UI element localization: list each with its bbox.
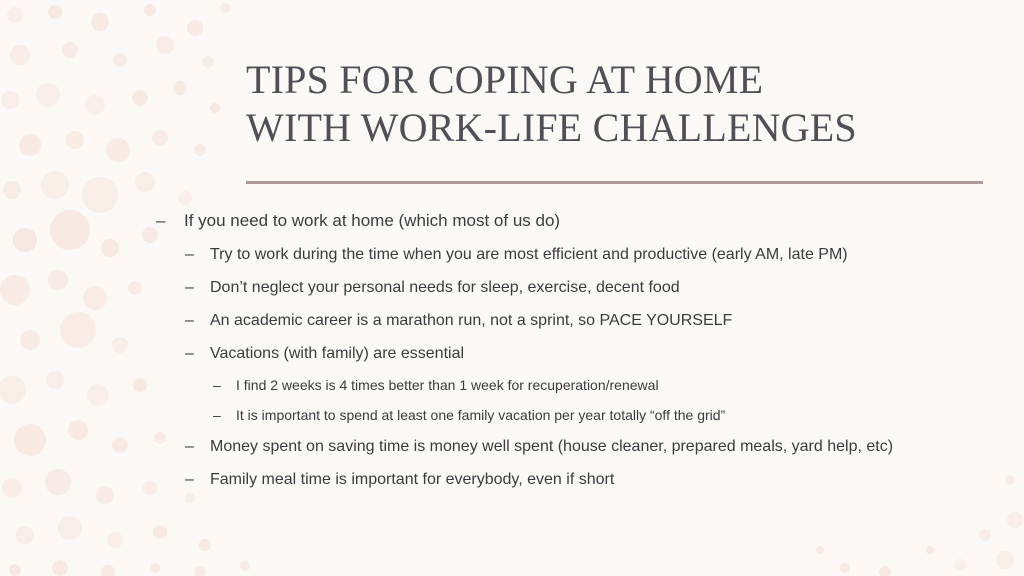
- bullet-marker: –: [185, 438, 194, 455]
- bullet-marker: –: [156, 211, 166, 230]
- bullet-marker: –: [213, 377, 221, 393]
- bullet-marker: –: [185, 279, 194, 296]
- bullet-level1-work-at-home: If you need to work at home (which most of us do): [184, 211, 561, 230]
- bullet-level3-two-weeks: I find 2 weeks is 4 times better than 1 week for recuperation/renewal: [236, 377, 659, 393]
- bullet-level3-off-the-grid: It is important to spend at least one family vacation per year totally “off the grid”: [236, 407, 726, 423]
- bullet-marker: –: [185, 471, 194, 488]
- slide-title-line-1: TIPS FOR COPING AT HOME: [246, 57, 764, 102]
- bullet-marker: –: [185, 312, 194, 329]
- bullet-level2-vacations: Vacations (with family) are essential: [210, 345, 465, 362]
- bullet-marker: –: [185, 246, 194, 263]
- bullet-marker: –: [213, 407, 221, 423]
- bullet-marker: –: [185, 345, 194, 362]
- bullet-level2-efficient-time: Try to work during the time when you are most efficient and productive (early AM, late PM): [210, 246, 848, 263]
- bullet-level2-personal-needs: Don’t neglect your personal needs for sleep, exercise, decent food: [210, 279, 680, 296]
- slide-title-line-2: WITH WORK-LIFE CHALLENGES: [246, 105, 857, 150]
- bullet-level2-money-saving-time: Money spent on saving time is money well spent (house cleaner, prepared meals, yard help, etc): [210, 438, 894, 455]
- bullet-level2-family-meal: Family meal time is important for everybody, even if short: [210, 471, 615, 488]
- bullet-level2-pace-yourself: An academic career is a marathon run, not a sprint, so PACE YOURSELF: [210, 312, 733, 329]
